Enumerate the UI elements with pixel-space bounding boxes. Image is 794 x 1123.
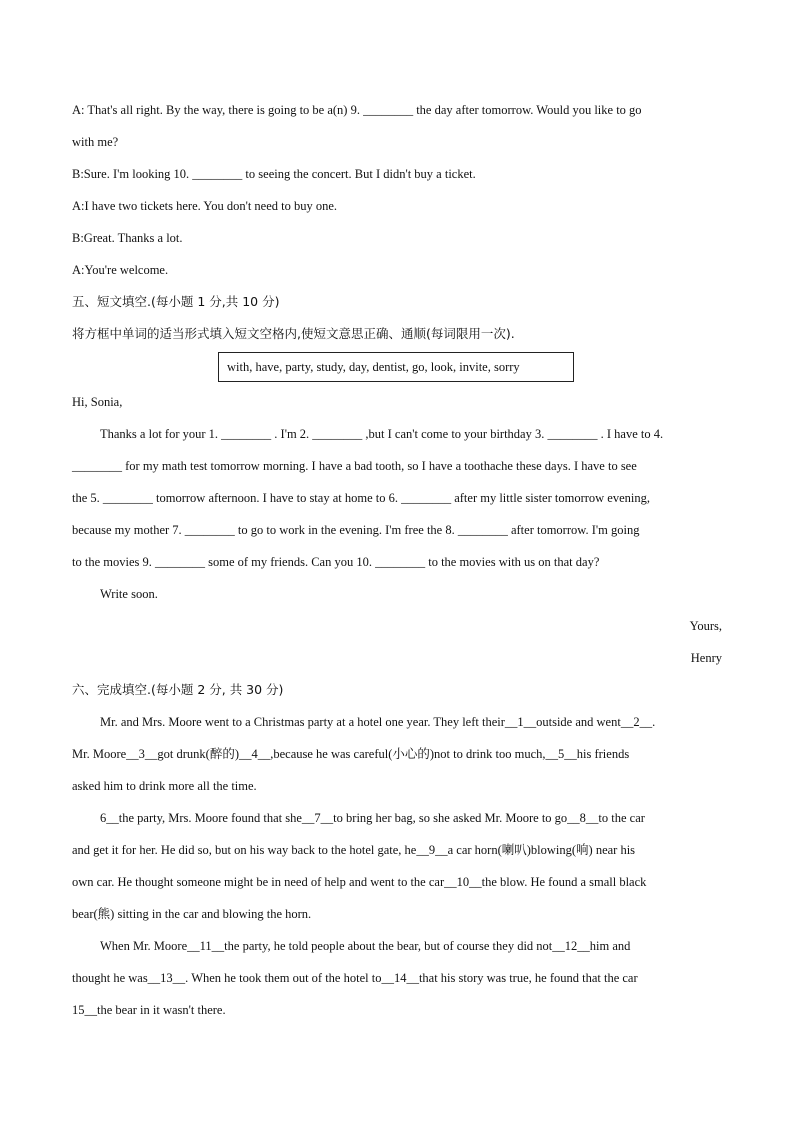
letter-closing: Write soon. bbox=[100, 587, 158, 601]
passage-line: Mr. Moore__3__got drunk(醉的)__4__,because he was careful(小心的)not to drink too much,__5__his friends bbox=[72, 747, 630, 761]
dialogue-line: A: That's all right. By the way, there is going to be a(n) 9. ________ the day after tomorrow. Would you like to go bbox=[72, 103, 642, 117]
passage-line: 15__the bear in it wasn't there. bbox=[72, 1003, 226, 1017]
passage-line: 6__the party, Mrs. Moore found that she__7__to bring her bag, so she asked Mr. Moore to go__8__to the car bbox=[100, 811, 645, 825]
dialogue-line: B:Great. Thanks a lot. bbox=[72, 231, 183, 245]
word-box: with, have, party, study, day, dentist, go, look, invite, sorry bbox=[218, 352, 574, 382]
dialogue-line: B:Sure. I'm looking 10. ________ to seeing the concert. But I didn't buy a ticket. bbox=[72, 167, 476, 181]
section5-title: 五、短文填空.(每小题 1 分,共 10 分) bbox=[72, 294, 280, 309]
dialogue-line: A:I have two tickets here. You don't need to buy one. bbox=[72, 199, 338, 213]
passage-line: Mr. and Mrs. Moore went to a Christmas party at a hotel one year. They left their__1__outside and went__2__. bbox=[100, 715, 656, 729]
letter-line: to the movies 9. ________ some of my friends. Can you 10. ________ to the movies with us on that day? bbox=[72, 555, 600, 569]
letter-line: ________ for my math test tomorrow morning. I have a bad tooth, so I have a toothache these days. I have to see bbox=[72, 459, 637, 473]
passage-line: When Mr. Moore__11__the party, he told people about the bear, but of course they did not__12__him and bbox=[100, 939, 631, 953]
section6-title: 六、完成填空.(每小题 2 分, 共 30 分) bbox=[72, 682, 284, 697]
letter-signature: Henry bbox=[690, 651, 722, 665]
section5-instruction: 将方框中单词的适当形式填入短文空格内,使短文意思正确、通顺(每词限用一次). bbox=[72, 326, 515, 341]
letter-signoff: Yours, bbox=[689, 619, 722, 633]
worksheet-page bbox=[72, 94, 722, 1026]
passage-line: bear(熊) sitting in the car and blowing the horn. bbox=[72, 907, 312, 921]
letter-line: the 5. ________ tomorrow afternoon. I have to stay at home to 6. ________ after my little sister tomorrow evening, bbox=[72, 491, 651, 505]
dialogue-line: with me? bbox=[72, 135, 119, 149]
word-box-row bbox=[72, 350, 722, 386]
passage-line: asked him to drink more all the time. bbox=[72, 779, 257, 793]
letter-greeting: Hi, Sonia, bbox=[72, 395, 123, 409]
passage-line: thought he was__13__. When he took them out of the hotel to__14__that his story was true, he found that the car bbox=[72, 971, 638, 985]
passage-line: own car. He thought someone might be in need of help and went to the car__10__the blow. He found a small black bbox=[72, 875, 647, 889]
letter-line: Thanks a lot for your 1. ________ . I'm 2. ________ ,but I can't come to your birthday 3. ________ . I have to 4. bbox=[100, 427, 664, 441]
dialogue-line: A:You're welcome. bbox=[72, 263, 169, 277]
passage-line: and get it for her. He did so, but on his way back to the hotel gate, he__9__a car horn(喇叭)blowing(响) near his bbox=[72, 843, 636, 857]
letter-line: because my mother 7. ________ to go to work in the evening. I'm free the 8. ________ after tomorrow. I'm going bbox=[72, 523, 640, 537]
